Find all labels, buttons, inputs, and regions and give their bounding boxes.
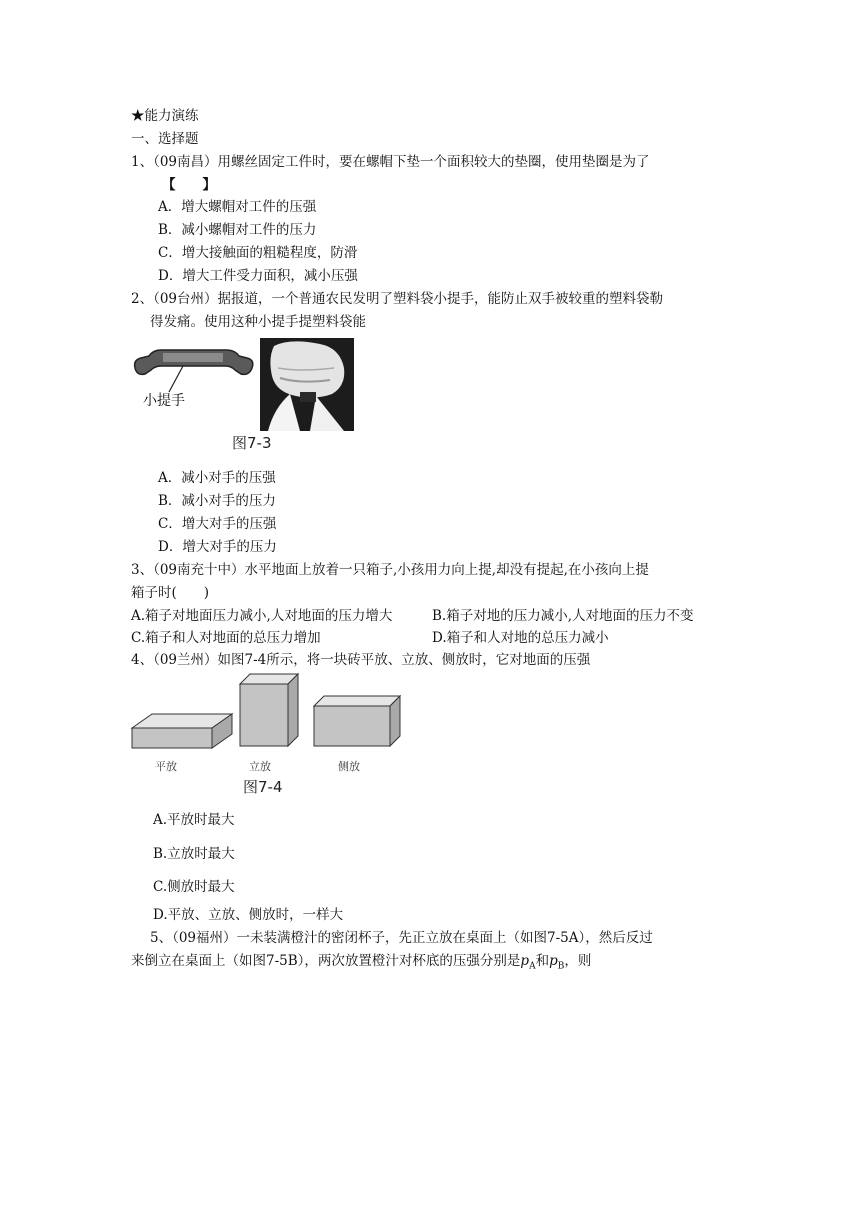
bricks-illustration: [128, 672, 408, 752]
label-upright: 立放: [249, 760, 271, 773]
figure-7-4-caption: 图7-4: [243, 778, 283, 796]
q5-subscript-b: B: [557, 961, 565, 972]
q4-option-b: B.立放时最大: [153, 846, 235, 862]
q5-stem-line2: [131, 951, 591, 977]
brick-upright: [240, 674, 298, 746]
q5-stem-tail: ，则: [564, 953, 592, 969]
q1-answer-bracket: 【 】: [162, 177, 216, 193]
q3-stem-line1: 3、（09南充十中）水平地面上放着一只箱子,小孩用力向上提,却没有提起,在小孩向上提: [131, 562, 649, 578]
q2-option-b: B．减小对手的压力: [158, 493, 276, 509]
handle-label: 小提手: [143, 393, 185, 409]
q3-option-c: C.箱子和人对地面的总压力增加: [131, 630, 321, 646]
q2-option-c: C．增大对手的压强: [158, 516, 277, 532]
q4-option-d: D.平放、立放、侧放时，一样大: [153, 907, 344, 923]
q4-option-a: A.平放时最大: [153, 812, 235, 828]
q1-option-c: C．增大接触面的粗糙程度，防滑: [158, 245, 358, 261]
q2-stem-line2: 得发痛。使用这种小提手提塑料袋能: [150, 314, 366, 330]
q1-option-b: B．减小螺帽对工件的压力: [158, 222, 317, 238]
figure-7-3-caption: 图7-3: [232, 434, 272, 452]
q3-option-d: D.箱子和人对地的总压力减小: [432, 630, 609, 646]
q2-stem-line1: 2、（09台州）据报道，一个普通农民发明了塑料袋小提手，能防止双手被较重的塑料袋勒: [131, 291, 664, 307]
q5-stem-line1: 5、（09福州）一未装满橙汁的密闭杯子，先正立放在桌面上（如图7-5A），然后反过: [150, 930, 653, 946]
q3-option-a: A.箱子对地面压力减小,人对地面的压力增大: [131, 608, 393, 624]
q1-option-d: D．增大工件受力面积，减小压强: [158, 268, 358, 284]
brick-flat: [132, 714, 232, 748]
q4-option-c: C.侧放时最大: [153, 879, 235, 895]
q5-symbol-pa: p: [520, 953, 530, 969]
hand-photo: [260, 338, 354, 431]
q5-symbol-pb: p: [549, 953, 558, 969]
brick-side: [314, 696, 400, 746]
q2-option-d: D．增大对手的压力: [158, 539, 277, 555]
q3-option-b: B.箱子对地的压力减小,人对地面的压力不变: [432, 608, 694, 624]
q5-subscript-a: A: [529, 961, 536, 972]
section-title: ★能力演练: [131, 108, 199, 124]
q1-stem: 1、（09南昌）用螺丝固定工件时，要在螺帽下垫一个面积较大的垫圈，使用垫圈是为了: [131, 154, 650, 170]
q2-option-a: A．减小对手的压强: [158, 470, 276, 486]
q1-option-a: A．增大螺帽对工件的压强: [158, 199, 317, 215]
q5-stem-text: 来倒立在桌面上（如图7-5B），两次放置橙汁对杯底的压强分别是: [131, 953, 521, 969]
q5-conjunction: 和: [535, 953, 550, 969]
section-subtitle: 一、选择题: [131, 131, 199, 147]
q4-stem: 4、（09兰州）如图7-4所示，将一块砖平放、立放、侧放时，它对地面的压强: [131, 652, 591, 668]
label-side: 侧放: [338, 760, 360, 773]
q3-stem-line2: 箱子时( ): [131, 585, 210, 601]
label-flat: 平放: [155, 760, 177, 773]
